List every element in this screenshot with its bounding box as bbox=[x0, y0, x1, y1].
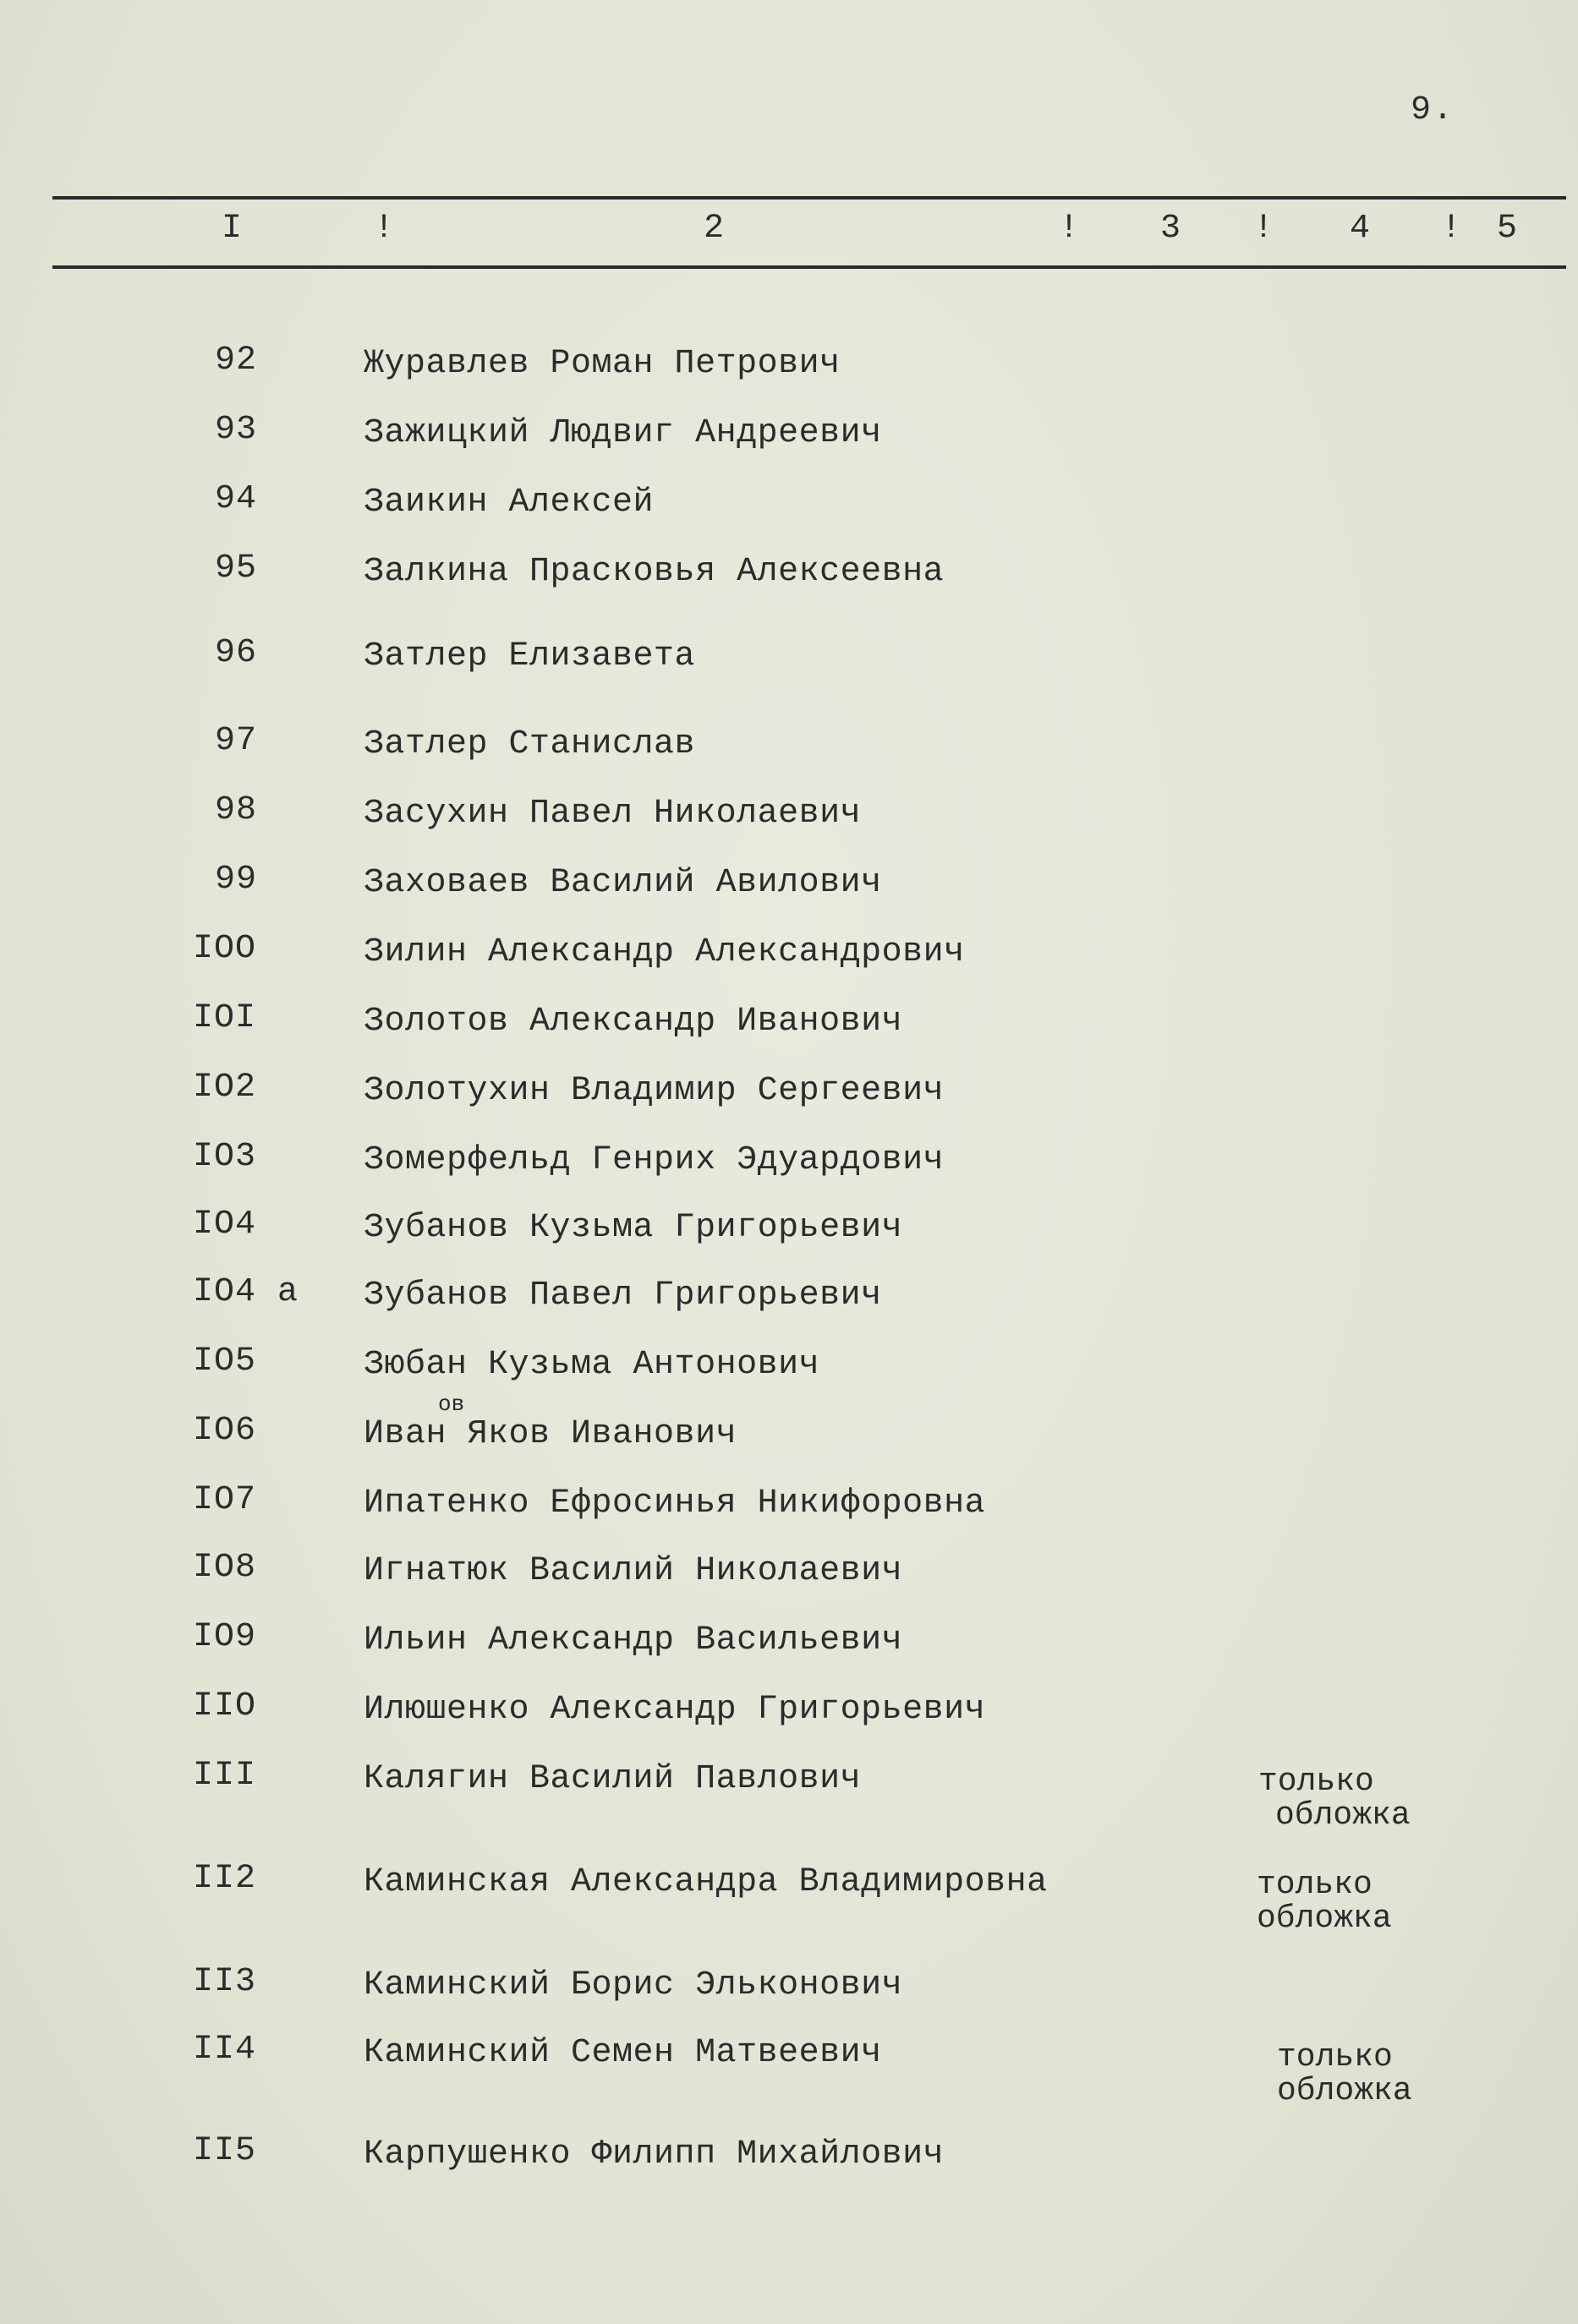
entry-number: IO7 bbox=[193, 1481, 257, 1519]
entry-number: II5 bbox=[193, 2132, 257, 2170]
entry-name: Зюбан Кузьма Антонович bbox=[364, 1346, 820, 1384]
entry-name: Ильин Александр Васильевич bbox=[364, 1621, 903, 1660]
entry-name: Илюшенко Александр Григорьевич bbox=[364, 1691, 986, 1729]
entry-name: Залкина Прасковья Алексеевна bbox=[364, 553, 945, 591]
entry-name: Зубанов Кузьма Григорьевич bbox=[364, 1209, 903, 1247]
header-col-4: 4 bbox=[1350, 210, 1371, 248]
entry-number: II3 bbox=[193, 1963, 257, 2001]
entry-number: IO4 bbox=[193, 1206, 257, 1244]
entry-number: IO4 а bbox=[193, 1273, 299, 1311]
header-col-5: 5 bbox=[1497, 210, 1518, 248]
entry-name: Иван Яков Иванович bbox=[364, 1415, 737, 1453]
entry-name: Затлер Станислав bbox=[364, 725, 696, 763]
handwritten-correction: ов bbox=[438, 1392, 465, 1417]
note-line-2: обложка bbox=[1277, 2073, 1412, 2109]
entry-number: 99 bbox=[215, 861, 258, 899]
entry-number: 92 bbox=[215, 342, 258, 380]
entry-name: Игнатюк Василий Николаевич bbox=[364, 1552, 903, 1590]
entry-number: 94 bbox=[215, 480, 258, 518]
entry-name: Засухин Павел Николаевич bbox=[364, 795, 862, 833]
note-line-1: только bbox=[1258, 1764, 1374, 1800]
entry-number: IO2 bbox=[193, 1069, 257, 1107]
entry-number: IOI bbox=[193, 999, 257, 1037]
entry-name: Каминский Семен Матвеевич bbox=[364, 2034, 882, 2072]
entry-name: Карпушенко Филипп Михайлович bbox=[364, 2135, 945, 2174]
entry-name: Зомерфельд Генрих Эдуардович bbox=[364, 1141, 945, 1179]
entry-name: Зажицкий Людвиг Андреевич bbox=[364, 414, 882, 452]
entry-number: III bbox=[193, 1757, 257, 1795]
entry-name: Золотухин Владимир Сергеевич bbox=[364, 1072, 945, 1110]
entry-number: IIO bbox=[193, 1687, 257, 1725]
entry-name: Калягин Василий Павлович bbox=[364, 1760, 862, 1798]
header-separator-3: ! bbox=[1253, 210, 1274, 248]
entry-name: Ипатенко Ефросинья Никифоровна bbox=[364, 1485, 986, 1523]
entry-number: IO9 bbox=[193, 1618, 257, 1656]
header-separator-4: ! bbox=[1441, 210, 1462, 248]
entry-number: 98 bbox=[215, 791, 258, 829]
header-top-rule bbox=[52, 196, 1566, 200]
entry-number: IO6 bbox=[193, 1412, 257, 1450]
note-line-2: обложка bbox=[1257, 1900, 1392, 1937]
entry-name: Журавлев Роман Петрович bbox=[364, 345, 841, 383]
header-col-3: 3 bbox=[1160, 210, 1181, 248]
entry-number: IOO bbox=[193, 930, 257, 968]
entry-name: Золотов Александр Иванович bbox=[364, 1003, 903, 1041]
entry-number: II2 bbox=[193, 1860, 257, 1898]
entry-name: Заикин Алексей bbox=[364, 484, 655, 522]
entry-note bbox=[1258, 1765, 1411, 1833]
entry-name: Зилин Александр Александрович bbox=[364, 933, 965, 971]
entry-number: 95 bbox=[215, 550, 258, 588]
entry-name: Каминский Борис Элькoнович bbox=[364, 1966, 903, 2004]
entry-number: 96 bbox=[215, 634, 258, 672]
entry-number: 93 bbox=[215, 411, 258, 449]
header-col-2: 2 bbox=[704, 210, 725, 248]
entry-note bbox=[1257, 1868, 1392, 1936]
entry-note bbox=[1277, 2041, 1412, 2108]
header-separator-1: ! bbox=[374, 210, 395, 248]
note-line-1: только bbox=[1257, 1867, 1373, 1903]
entry-number: II4 bbox=[193, 2031, 257, 2069]
entry-number: IO5 bbox=[193, 1342, 257, 1381]
note-line-2: обложка bbox=[1275, 1797, 1411, 1834]
entry-number: 97 bbox=[215, 722, 258, 760]
entry-name: Заховаев Василий Авилович bbox=[364, 864, 882, 902]
header-bottom-rule bbox=[52, 265, 1566, 269]
header-col-1: I bbox=[222, 210, 243, 248]
header-separator-2: ! bbox=[1059, 210, 1080, 248]
entry-name: Зубанов Павел Григорьевич bbox=[364, 1277, 882, 1315]
entry-name: Каминская Александра Владимировна bbox=[364, 1863, 1048, 1901]
page-number: 9. bbox=[1411, 91, 1455, 129]
note-line-1: только bbox=[1277, 2039, 1393, 2075]
entry-number: IO8 bbox=[193, 1549, 257, 1587]
entry-name: Затлер Елизавета bbox=[364, 637, 696, 675]
entry-number: IO3 bbox=[193, 1138, 257, 1176]
